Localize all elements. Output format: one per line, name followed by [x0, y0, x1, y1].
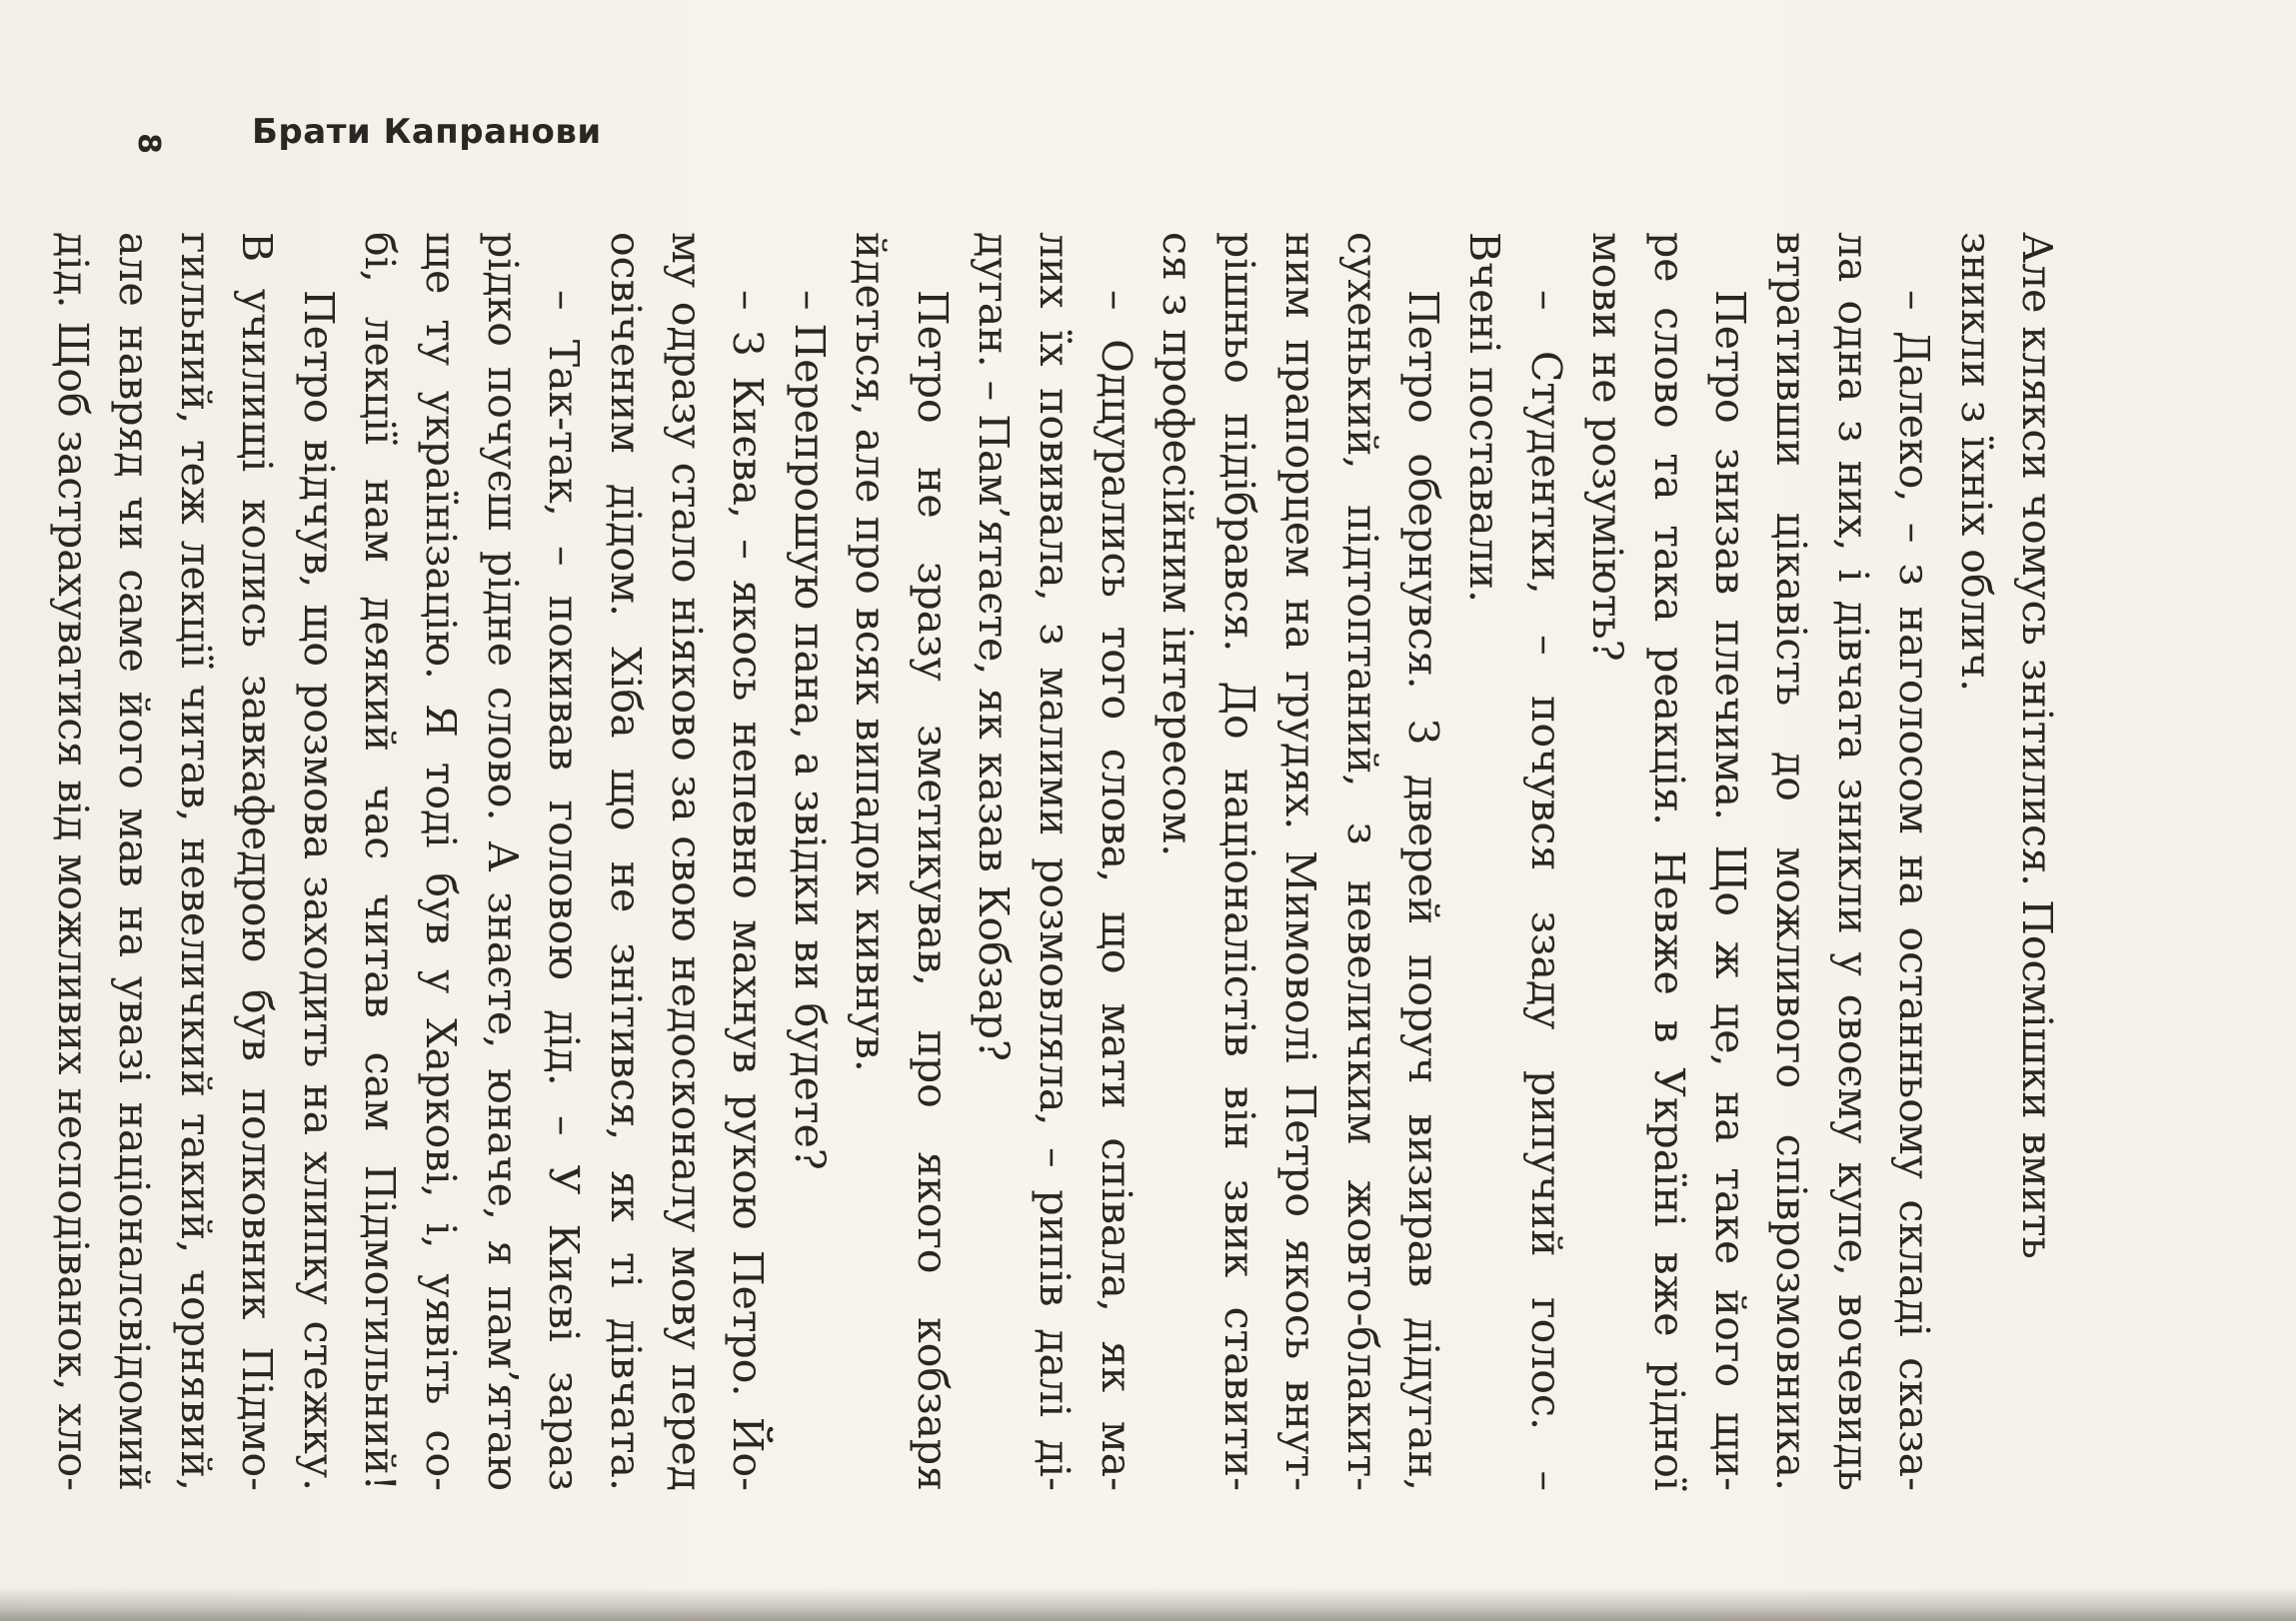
text-line: В училищі колись завкафедрою був полковник Підмо- [233, 232, 282, 1491]
text-line: ла одна з них, і дівчата зникли у своєму купе, вочевидь [1828, 232, 1877, 1491]
text-line: му одразу стало ніяково за свою недосконалу мову перед [663, 232, 712, 1491]
text-line: гильний, теж лекції читав, невеличкий такий, чорнявий, [171, 232, 220, 1491]
text-line: бі, лекції нам деякий час читав сам Підмогильний! [356, 232, 405, 1491]
text-line: ним прапорцем на грудях. Мимоволі Петро якось внут- [1276, 232, 1325, 1491]
text-line: – Одцурались того слова, що мати співала, як ма- [1092, 290, 1141, 1491]
text-line: лих їх повивала, з малими розмовляла, – рипів далі ді- [1031, 232, 1080, 1491]
text-line: – Далеко, – з наголосом на останньому складі сказа- [1890, 290, 1939, 1491]
text-line: Але клякси чомусь знітилися. Посмішки вмить [2013, 232, 2061, 1259]
text-line: Петро не зразу зметикував, про якого кобзаря [908, 290, 957, 1491]
text-line: – З Києва, – якось непевно махнув рукою Петро. Йо- [724, 290, 773, 1491]
text-line: ще ту українізацію. Я тоді був у Харкові, і, уявіть со- [417, 232, 466, 1491]
page-number: 8 [130, 132, 166, 154]
text-line: Петро знизав плечима. Що ж це, на таке його щи- [1705, 290, 1754, 1491]
text-line: – Перепрошую пана, а звідки ви будете? [785, 290, 834, 1170]
text-line: – Так-так, – покивав головою дід. – У Києві зараз [540, 290, 589, 1491]
text-line: Петро обернувся. З дверей поруч визирав дідуган, [1398, 290, 1447, 1491]
text-line: зникли з їхніх облич. [1951, 232, 2000, 693]
text-line: йдеться, але про всяк випадок кивнув. [847, 232, 896, 1072]
text-line: сухенький, підтоптаний, з невеличким жовто-блакит- [1337, 232, 1386, 1491]
text-line: Петро відчув, що розмова заходить на хлипку стежку. [294, 290, 343, 1491]
text-line: рішньо підібрався. До націоналістів він звик ставити- [1214, 232, 1263, 1491]
text-line: ся з професійним інтересом. [1153, 232, 1202, 857]
text-line: мови не розуміють? [1583, 232, 1632, 662]
text-line: ре слово та така реакція. Невже в Україні вже рідної [1644, 232, 1693, 1491]
running-header-author: Брати Капранови [252, 112, 602, 152]
text-line: – Студентки, – почувся ззаду рипучий голос. – [1521, 290, 1570, 1491]
body-text [49, 232, 2067, 1491]
text-line: дуган. – Пам’ятаєте, як казав Кобзар? [970, 232, 1019, 1061]
text-line: дід. Щоб застрахуватися від можливих несподіванок, хло- [49, 232, 97, 1491]
text-line: рідко почуєш рідне слово. А знаєте, юначе, я пам’ятаю [478, 232, 527, 1491]
text-line: але навряд чи саме його мав на увазі націоналсвідомий [110, 232, 159, 1491]
text-line: Вчені поставали. [1460, 232, 1509, 604]
text-line: втративши цікавість до можливого співрозмовника. [1767, 232, 1816, 1491]
text-line: освіченим дідом. Хіба що не знітився, як ті дівчата. [601, 232, 650, 1491]
body-text-block [49, 232, 2067, 1491]
